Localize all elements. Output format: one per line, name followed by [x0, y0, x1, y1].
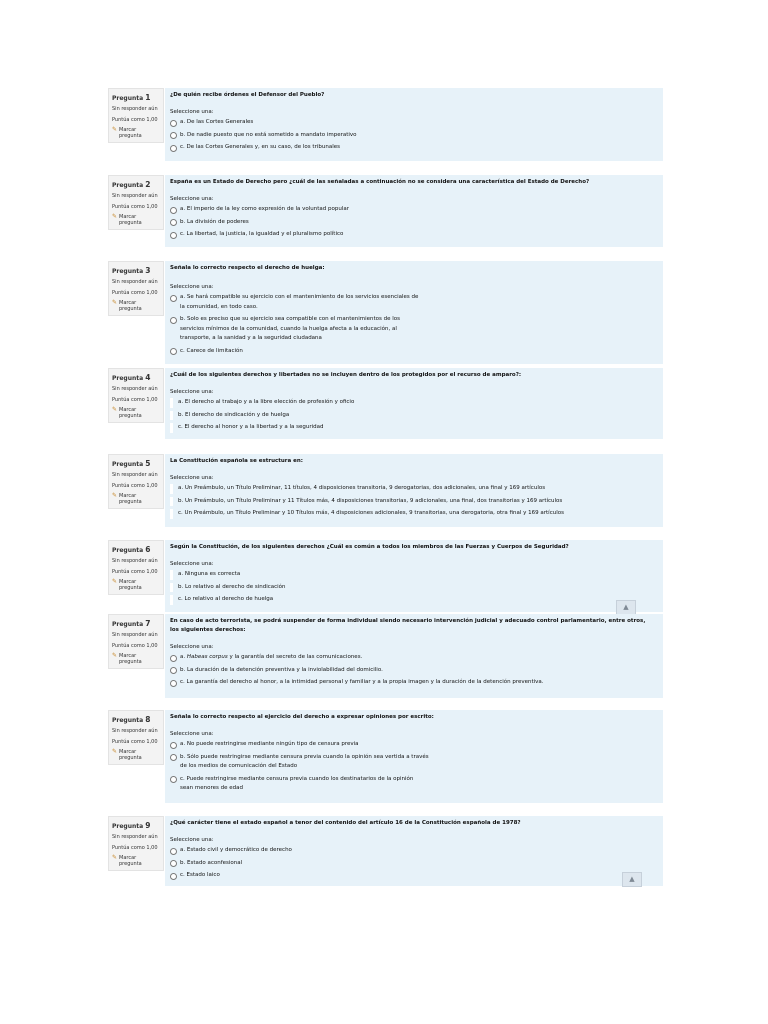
radio-button[interactable] [170, 219, 177, 226]
radio-button[interactable] [170, 120, 177, 127]
answer-option[interactable]: c. Carece de limitación [170, 347, 663, 357]
radio-button[interactable] [170, 860, 177, 867]
flag-question-link[interactable]: ✎ Marcar pregunta [112, 748, 142, 761]
answer-option[interactable]: a. Un Preámbulo, un Título Preliminar, 11 títulos, 4 disposiciones transitoria, 9 derogatorias, dos adicionales, una final y 169 artículos [170, 484, 663, 494]
question-number: Pregunta 9 [112, 821, 151, 830]
question-text: ¿Cuál de los siguientes derechos y libertades no se incluyen dentro de los protegidos por el recurso de amparo?: [170, 372, 522, 378]
answer-option[interactable]: a. El derecho al trabajo y a la libre elección de profesión y oficio [170, 398, 663, 408]
flag-question-link[interactable]: ✎ Marcar pregunta [112, 126, 142, 139]
answer-option[interactable]: c. Un Preámbulo, un Título Preliminar y 10 Títulos más, 4 disposiciones adicionales, 9 transitorias, una derogatoria, otra final y 169 artículos [170, 509, 663, 519]
answer-option[interactable]: b. Estado aconfesional [170, 859, 663, 869]
question-content [165, 816, 663, 886]
question-info [108, 614, 164, 669]
up-triangle-icon: ▲ [623, 603, 629, 611]
question-content [165, 368, 663, 439]
radio-button[interactable] [170, 232, 177, 239]
question-number: Pregunta 2 [112, 180, 151, 189]
question-info [108, 540, 164, 595]
question-status: Sin responder aún [112, 472, 158, 478]
question-number: Pregunta 8 [112, 715, 151, 724]
radio-button[interactable] [170, 776, 177, 783]
radio-button[interactable] [170, 207, 177, 214]
radio-button[interactable] [170, 132, 177, 139]
question-text: España es un Estado de Derecho pero ¿cuál de las señaladas a continuación no se considera una característica del Estado de Derecho? [170, 179, 590, 185]
flag-question-link[interactable]: ✎ Marcar pregunta [112, 854, 142, 867]
question-score: Puntúa como 1,00 [112, 397, 158, 403]
answer-option[interactable]: b. Lo relativo al derecho de sindicación [170, 583, 663, 593]
question-content [165, 614, 663, 698]
question-content [165, 540, 663, 612]
question-status: Sin responder aún [112, 834, 158, 840]
question-info [108, 454, 164, 509]
question-info [108, 88, 164, 143]
answer-option[interactable]: c. Estado laico [170, 871, 663, 881]
question-text: Señala lo correcto respecto el derecho de huelga: [170, 265, 325, 271]
question-score: Puntúa como 1,00 [112, 204, 158, 210]
answer-option[interactable]: b. La división de poderes [170, 218, 663, 228]
flag-question-link[interactable]: ✎ Marcar pregunta [112, 652, 142, 665]
question-status: Sin responder aún [112, 279, 158, 285]
answer-option[interactable]: a. El imperio de la ley como expresión de la voluntad popular [170, 205, 663, 215]
question-text: Señala lo correcto respecto al ejercicio del derecho a expresar opiniones por escrito: [170, 714, 434, 720]
scroll-up-button[interactable] [616, 600, 636, 615]
up-triangle-icon: ▲ [629, 875, 635, 883]
flag-question-link[interactable]: ✎ Marcar pregunta [112, 578, 142, 591]
question-number: Pregunta 6 [112, 545, 151, 554]
answer-option[interactable]: c. Puede restringirse mediante censura previa cuando los destinatarios de la opinión sean menores de edad [170, 775, 663, 794]
question-info [108, 816, 164, 871]
select-prompt: Seleccione una: [170, 644, 214, 650]
answer-option[interactable]: a. Habeas corpus y la garantía del secreto de las comunicaciones. [170, 653, 663, 663]
answer-option[interactable]: a. Ninguna es correcta [170, 570, 663, 580]
question-content [165, 454, 663, 527]
answer-option[interactable]: b. Solo es preciso que su ejercicio sea compatible con el mantenimientos de los servicios mínimos de la comunidad, cuando la huelga afecta a la educación, al transporte, a la sanidad y a la seguridad ciudadana [170, 315, 663, 344]
question-content [165, 175, 663, 247]
select-prompt: Seleccione una: [170, 196, 214, 202]
answer-option[interactable]: a. Estado civil y democrático de derecho [170, 846, 663, 856]
question-number: Pregunta 5 [112, 459, 151, 468]
question-score: Puntúa como 1,00 [112, 845, 158, 851]
select-prompt: Seleccione una: [170, 731, 214, 737]
question-status: Sin responder aún [112, 193, 158, 199]
radio-button[interactable] [170, 680, 177, 687]
radio-button[interactable] [170, 348, 177, 355]
question-text: En caso de acto terrorista, se podrá suspender de forma individual siendo necesario intervención judicial y adecuado control parlamentario, entre otros, los siguientes derechos: [170, 618, 646, 633]
select-prompt: Seleccione una: [170, 837, 214, 843]
flag-question-link[interactable]: ✎ Marcar pregunta [112, 492, 142, 505]
question-content [165, 710, 663, 803]
answer-option[interactable]: c. La libertad, la justicia, la igualdad y el pluralismo político [170, 230, 663, 240]
answer-option[interactable]: a. Se hará compatible su ejercicio con el mantenimiento de los servicios esenciales de la comunidad, en todo caso. [170, 293, 663, 312]
radio-button[interactable] [170, 295, 177, 302]
question-score: Puntúa como 1,00 [112, 290, 158, 296]
question-info [108, 710, 164, 765]
answer-option[interactable]: b. El derecho de sindicación y de huelga [170, 411, 663, 421]
flag-icon: ✎ [112, 406, 118, 413]
answer-option[interactable]: b. Un Preámbulo, un Título Preliminar y 11 Títulos más, 4 disposiciones transitorias, 9 adicionales, una final, dos transitorias y 169 artículos [170, 497, 663, 507]
answer-option[interactable]: c. La garantía del derecho al honor, a la intimidad personal y familiar y a la propia imagen y la duración de la detención preventiva. [170, 678, 663, 688]
select-prompt: Seleccione una: [170, 561, 214, 567]
answer-option[interactable]: b. Sólo puede restringirse mediante censura previa cuando la opinión sea vertida a través de los medios de comunicación del Estado [170, 753, 663, 772]
radio-button[interactable] [170, 667, 177, 674]
question-text: ¿De quién recibe órdenes el Defensor del Pueblo? [170, 92, 325, 98]
question-info [108, 175, 164, 230]
question-score: Puntúa como 1,00 [112, 739, 158, 745]
question-text: Según la Constitución, de los siguientes derechos ¿Cuál es común a todos los miembros de las Fuerzas y Cuerpos de Seguridad? [170, 544, 569, 550]
flag-icon: ✎ [112, 126, 118, 133]
flag-icon: ✎ [112, 748, 118, 755]
select-prompt: Seleccione una: [170, 284, 214, 290]
question-score: Puntúa como 1,00 [112, 117, 158, 123]
radio-button[interactable] [170, 754, 177, 761]
radio-button[interactable] [170, 655, 177, 662]
select-prompt: Seleccione una: [170, 389, 214, 395]
flag-icon: ✎ [112, 854, 118, 861]
question-number: Pregunta 7 [112, 619, 151, 628]
question-text: ¿Qué carácter tiene el estado español a tenor del contenido del artículo 16 de la Constitución española de 1978? [170, 820, 521, 826]
question-content [165, 261, 663, 364]
flag-question-link[interactable]: ✎ Marcar pregunta [112, 406, 142, 419]
flag-icon: ✎ [112, 578, 118, 585]
answer-option[interactable]: b. De nadie puesto que no está sometido a mandato imperativo [170, 131, 663, 141]
question-status: Sin responder aún [112, 728, 158, 734]
question-info [108, 368, 164, 423]
question-status: Sin responder aún [112, 558, 158, 564]
flag-icon: ✎ [112, 652, 118, 659]
flag-icon: ✎ [112, 213, 118, 220]
select-prompt: Seleccione una: [170, 475, 214, 481]
question-status: Sin responder aún [112, 386, 158, 392]
question-score: Puntúa como 1,00 [112, 569, 158, 575]
select-prompt: Seleccione una: [170, 109, 214, 115]
question-info [108, 261, 164, 316]
answer-option[interactable]: c. Lo relativo al derecho de huelga [170, 595, 663, 605]
question-number: Pregunta 3 [112, 266, 151, 275]
question-status: Sin responder aún [112, 632, 158, 638]
question-score: Puntúa como 1,00 [112, 483, 158, 489]
radio-button[interactable] [170, 873, 177, 880]
question-content [165, 88, 663, 161]
answer-option[interactable]: a. No puede restringirse mediante ningún tipo de censura previa [170, 740, 663, 750]
radio-button[interactable] [170, 145, 177, 152]
answer-option[interactable]: c. De las Cortes Generales y, en su caso, de los tribunales [170, 143, 663, 153]
answer-option[interactable]: a. De las Cortes Generales [170, 118, 663, 128]
question-status: Sin responder aún [112, 106, 158, 112]
radio-button[interactable] [170, 742, 177, 749]
question-number: Pregunta 1 [112, 93, 151, 102]
flag-question-link[interactable]: ✎ Marcar pregunta [112, 213, 142, 226]
question-score: Puntúa como 1,00 [112, 643, 158, 649]
answer-option[interactable]: c. El derecho al honor y a la libertad y a la seguridad [170, 423, 663, 433]
flag-question-link[interactable]: ✎ Marcar pregunta [112, 299, 142, 312]
answer-option[interactable]: b. La duración de la detención preventiva y la inviolabilidad del domicilio. [170, 666, 663, 676]
scroll-up-button[interactable] [622, 872, 642, 887]
radio-button[interactable] [170, 317, 177, 324]
question-text: La Constitución española se estructura en: [170, 458, 303, 464]
question-number: Pregunta 4 [112, 373, 151, 382]
flag-icon: ✎ [112, 492, 118, 499]
radio-button[interactable] [170, 848, 177, 855]
flag-icon: ✎ [112, 299, 118, 306]
